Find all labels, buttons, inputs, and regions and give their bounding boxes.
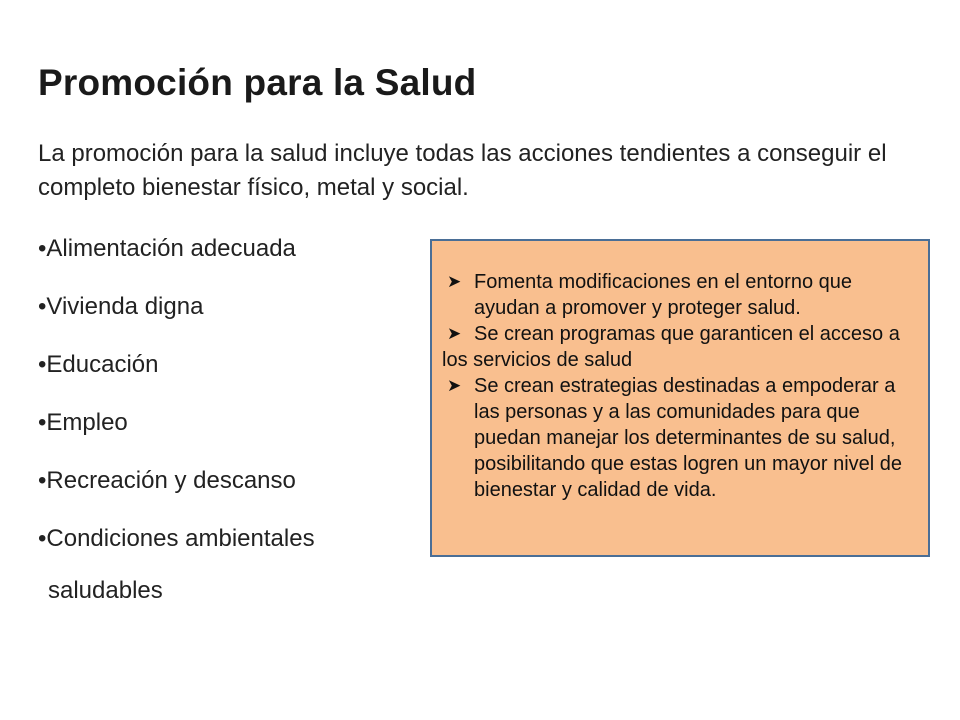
callout-item bbox=[442, 269, 910, 321]
bullet-item: •Recreación y descanso bbox=[38, 467, 296, 494]
bullet-continuation: saludables bbox=[48, 577, 163, 604]
arrowhead-bullet-icon: ➤ bbox=[447, 376, 462, 395]
bullet-item: •Empleo bbox=[38, 409, 128, 436]
callout-item bbox=[442, 321, 910, 373]
bullet-item: •Condiciones ambientales bbox=[38, 525, 315, 552]
bullet-item: •Educación bbox=[38, 351, 159, 378]
callout-item-text: Se crean programas que garanticen el acceso a los servicios de salud bbox=[442, 323, 900, 371]
arrowhead-bullet-icon: ➤ bbox=[447, 272, 462, 291]
bullet-item: •Alimentación adecuada bbox=[38, 235, 296, 262]
callout-box bbox=[430, 239, 930, 557]
intro-paragraph: La promoción para la salud incluye todas las acciones tendientes a conseguir el completo bienestar físico, metal y social. bbox=[38, 140, 887, 201]
bullet-item: •Vivienda digna bbox=[38, 293, 204, 320]
bullet-list bbox=[38, 228, 315, 576]
callout-item bbox=[442, 373, 910, 503]
callout-item-text: Se crean estrategias destinadas a empoderar a las personas y a las comunidades para que puedan manejar los determinantes de su salud, posibilitando que estas logren un mayor nivel de bienestar y calidad de vida. bbox=[474, 375, 903, 501]
arrowhead-bullet-icon: ➤ bbox=[447, 324, 462, 343]
callout-item-text: Fomenta modificaciones en el entorno que ayudan a promover y proteger salud. bbox=[474, 271, 853, 319]
slide-title: Promoción para la Salud bbox=[38, 62, 477, 103]
